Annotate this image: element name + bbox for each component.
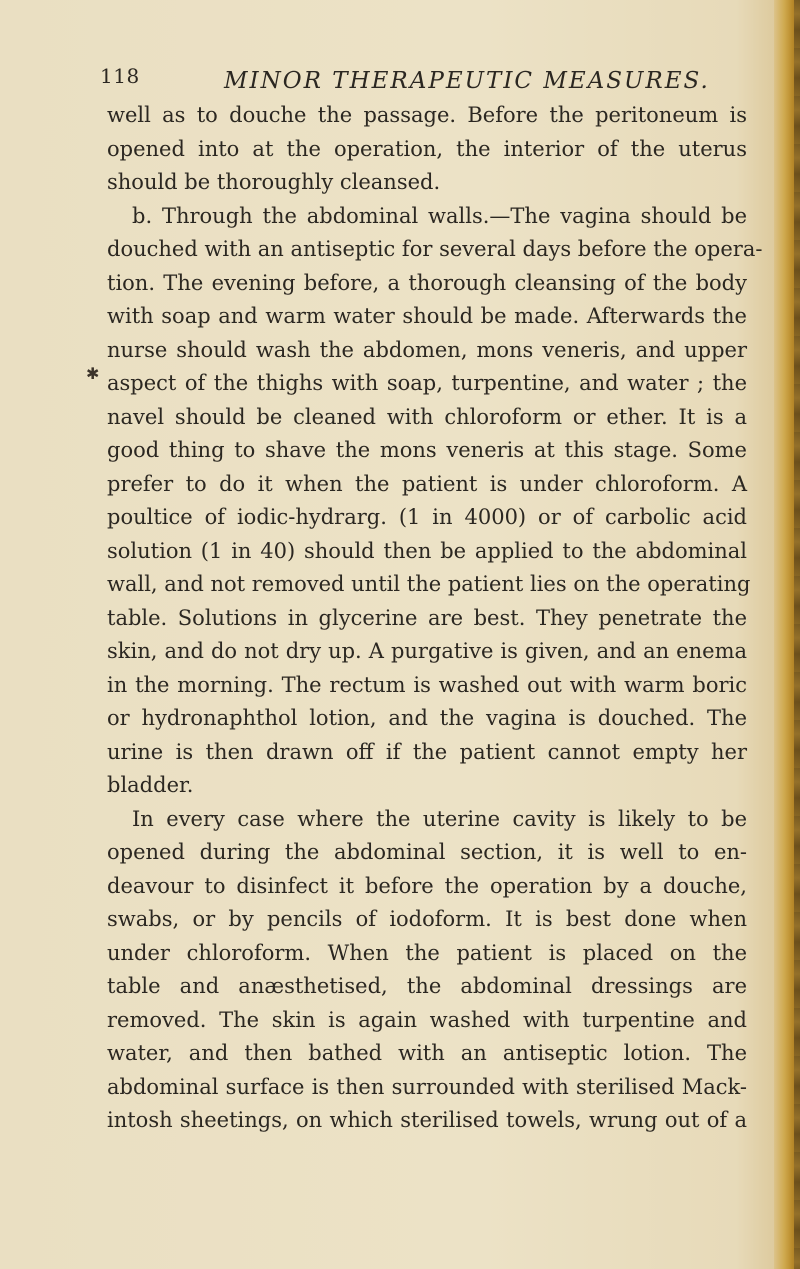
text-line: aspect of the thighs with soap, turpentine, and water ; the (107, 371, 747, 395)
text-line: under chloroform. When the patient is placed on the (107, 940, 747, 965)
text-line: b. Through the abdominal walls.—The vagina should be (132, 203, 747, 228)
text-line: bladder. (107, 773, 194, 797)
text-line: should be thoroughly cleansed. (107, 170, 441, 194)
text-line: opened during the abdominal section, it is well to en- (107, 840, 747, 864)
text-line: urine is then drawn off if the patient cannot empty her (107, 739, 747, 764)
text-line: intosh sheetings, on which sterilised towels, wrung out of a (107, 1108, 747, 1132)
text-line: or hydronaphthol lotion, and the vagina is douched. The (107, 706, 747, 730)
body-text (107, 99, 763, 1138)
text-line: well as to douche the passage. Before the peritoneum is (107, 103, 747, 127)
text-line: good thing to shave the mons veneris at this stage. Some (107, 438, 747, 462)
text-line: solution (1 in 40) should then be applied to the abdominal (107, 538, 747, 563)
text-line: table and anæsthetised, the abdominal dressings are (107, 974, 747, 998)
text-line: wall, and not removed until the patient lies on the operating (107, 572, 751, 596)
text-line: swabs, or by pencils of iodoform. It is best done when (107, 907, 747, 931)
text-line: navel should be cleaned with chloroform or ether. It is a (107, 404, 747, 429)
text-line: prefer to do it when the patient is under chloroform. A (107, 471, 747, 496)
text-line: opened into at the operation, the interior of the uterus (107, 136, 747, 161)
text-line: abdominal surface is then surrounded with sterilised Mack- (107, 1074, 747, 1099)
text-line: with soap and warm water should be made. Afterwards the (107, 304, 747, 328)
margin-mark: ✱ (86, 364, 100, 383)
text-line: removed. The skin is again washed with turpentine and (107, 1007, 747, 1032)
page-header (100, 58, 740, 102)
page-edge-shadow (794, 0, 800, 1269)
text-line: skin, and do not dry up. A purgative is given, and an enema (107, 639, 747, 663)
running-title: MINOR THERAPEUTIC MEASURES. (224, 68, 710, 94)
text-line: poultice of iodic-hydrarg. (1 in 4000) or of carbolic acid (107, 505, 747, 529)
text-line: douched with an antiseptic for several days before the opera- (107, 237, 763, 261)
text-line: in the morning. The rectum is washed out with warm boric (107, 672, 747, 697)
text-line: tion. The evening before, a thorough cleansing of the body (107, 270, 747, 295)
text-line: water, and then bathed with an antiseptic lotion. The (107, 1041, 747, 1065)
page-number: 118 (100, 64, 140, 88)
text-line: nurse should wash the abdomen, mons veneris, and upper (107, 337, 747, 362)
text-line: table. Solutions in glycerine are best. They penetrate the (107, 605, 747, 630)
text-line: deavour to disinfect it before the operation by a douche, (107, 873, 747, 898)
text-line: In every case where the uterine cavity is likely to be (132, 806, 747, 831)
